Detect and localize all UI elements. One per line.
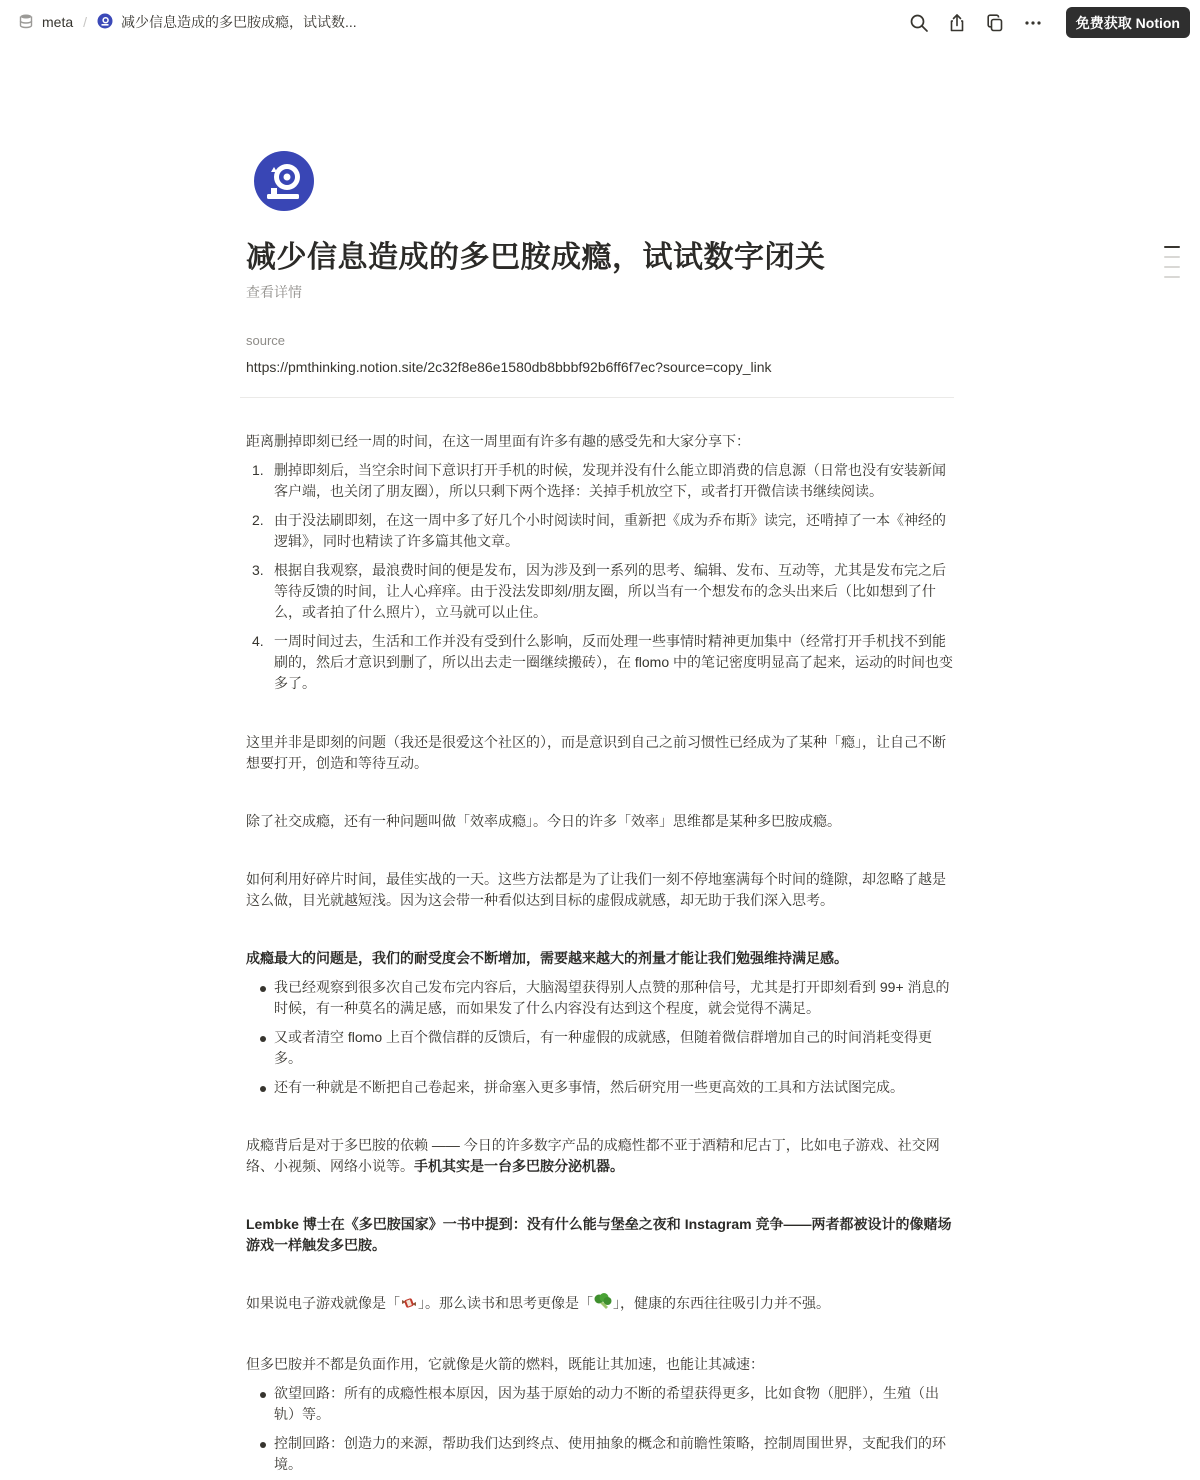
spacer	[246, 911, 956, 948]
more-icon[interactable]	[1022, 12, 1044, 34]
spacer	[246, 1317, 956, 1354]
outline-mark[interactable]	[1164, 276, 1180, 278]
bullet-dot	[246, 1027, 274, 1069]
page-icon[interactable]	[253, 150, 315, 212]
bullet-dot	[246, 1383, 274, 1425]
paragraph-text: 」，健康的东西往往吸引力并不强。	[613, 1295, 830, 1311]
bulleted-list-item	[246, 1027, 956, 1069]
numbered-list-item	[246, 631, 956, 694]
spacer	[246, 774, 956, 811]
get-notion-button[interactable]: 免费获取 Notion	[1066, 7, 1190, 38]
toolbar	[908, 7, 1190, 38]
bullet-dot	[246, 977, 274, 1019]
list-item-text: 控制回路：创造力的来源，帮助我们达到终点、使用抽象的概念和前瞻性策略，控制周围世界，支配我们的环境。	[274, 1435, 946, 1472]
duplicate-icon[interactable]	[984, 12, 1006, 34]
page-title: 减少信息造成的多巴胺成瘾，试试数字闭关	[246, 241, 826, 274]
numbered-list	[246, 460, 956, 694]
paragraph: 如何利用好碎片时间，最佳实战的一天。这些方法都是为了让我们一刻不停地塞满每个时间的缝隙，却忽略了越是这么做，目光就越短浅。因为这会带一种看似达到目标的虚假成就感，却无助于我们深入思考。	[246, 871, 946, 908]
bulleted-list-item	[246, 1383, 956, 1425]
bulleted-list-item	[246, 1077, 956, 1098]
bulleted-list	[246, 977, 956, 1098]
list-number: 2.	[252, 512, 264, 528]
property-label-source: source	[246, 333, 286, 348]
numbered-list-item	[246, 460, 956, 502]
breadcrumb	[18, 12, 357, 32]
page-body	[246, 431, 956, 1480]
bold-paragraph: 成瘾最大的问题是，我们的耐受度会不断增加，需要越来越大的剂量才能让我们勉强维持满足感。	[246, 950, 848, 966]
list-number: 1.	[252, 462, 264, 478]
list-item-text: 一周时间过去，生活和工作并没有受到什么影响，反而处理一些事情时精神更加集中（经常打开手机找不到能刷的，然后才意识到删了，所以出去走一圈继续搬砖），在 flomo 中的笔记密度明显高了起来，运动的时间也变多了。	[274, 633, 954, 691]
breadcrumb-workspace[interactable]	[18, 13, 73, 32]
candy-icon	[400, 1295, 418, 1317]
divider	[240, 397, 954, 398]
page-emoji-icon	[97, 13, 113, 32]
outline-mark[interactable]	[1164, 266, 1180, 268]
list-item-text: 我已经观察到很多次自己发布完内容后，大脑渴望获得别人点赞的那种信号，尤其是打开即刻看到 99+ 消息的时候，有一种莫名的满足感，而如果发了什么内容没有达到这个程度，就会觉得不满足。	[274, 979, 950, 1016]
list-item-text: 还有一种就是不断把自己卷起来，拼命塞入更多事情，然后研究用一些更高效的工具和方法试图完成。	[274, 1079, 904, 1095]
breadcrumb-page[interactable]	[97, 12, 357, 32]
paragraph-text: 」。那么读书和思考更像是「	[418, 1295, 593, 1311]
paragraph	[246, 1293, 956, 1317]
broccoli-icon	[593, 1293, 613, 1317]
spacer	[246, 1177, 956, 1214]
intro-paragraph: 距离删掉即刻已经一周的时间，在这一周里面有许多有趣的感受先和大家分享下：	[246, 433, 750, 449]
list-item-text: 欲望回路：所有的成瘾性根本原因，因为基于原始的动力不断的希望获得更多，比如食物（肥胖），生殖（出轨）等。	[274, 1385, 939, 1422]
list-item-text: 又或者清空 flomo 上百个微信群的反馈后，有一种虚假的成就感，但随着微信群增加自己的时间消耗变得更多。	[274, 1029, 933, 1066]
list-number: 3.	[252, 562, 264, 578]
paragraph-text: 如果说电子游戏就像是「	[246, 1295, 400, 1311]
spacer	[246, 1256, 956, 1293]
list-item-text: 由于没法刷即刻，在这一周中多了好几个小时阅读时间，重新把《成为乔布斯》读完，还啃掉了一本《神经的逻辑》，同时也精读了许多篇其他文章。	[274, 512, 946, 549]
search-icon[interactable]	[908, 12, 930, 34]
property-value-source-url[interactable]: https://pmthinking.notion.site/2c32f8e86e1580db8bbbf92b6ff6f7ec?source=copy_link	[246, 359, 772, 375]
paragraph	[246, 1135, 956, 1177]
view-details-link[interactable]: 查看详情	[246, 284, 302, 300]
top-bar	[0, 0, 1200, 44]
list-item-text: 删掉即刻后，当空余时间下意识打开手机的时候，发现并没有什么能立即消费的信息源（日常也没有安装新闻客户端，也关闭了朋友圈），所以只剩下两个选择：关掉手机放空下，或者打开微信读书继续阅读。	[274, 462, 946, 499]
bullet-dot	[246, 1077, 274, 1098]
paragraph: 这里并非是即刻的问题（我还是很爱这个社区的），而是意识到自己之前习惯性已经成为了某种「瘾」，让自己不断想要打开，创造和等待互动。	[246, 734, 946, 771]
list-item-text: 根据自我观察，最浪费时间的便是发布，因为涉及到一系列的思考、编辑、发布、互动等，尤其是发布完之后等待反馈的时间，让人心痒痒。由于没法发即刻/朋友圈，所以当有一个想发布的念头出来后（比如想到了什么，或者拍了什么照片），立马就可以止住。	[274, 562, 946, 620]
bulleted-list-item	[246, 977, 956, 1019]
paragraph: 除了社交成瘾，还有一种问题叫做「效率成瘾」。今日的许多「效率」思维都是某种多巴胺成瘾。	[246, 813, 841, 829]
bold-paragraph: Lembke 博士在《多巴胺国家》一书中提到：没有什么能与堡垒之夜和 Instagram 竞争——两者都被设计的像赌场游戏一样触发多巴胺。	[246, 1216, 952, 1253]
bulleted-list-item	[246, 1433, 956, 1475]
numbered-list-item	[246, 560, 956, 623]
table-of-contents-outline[interactable]	[1164, 246, 1180, 286]
database-icon	[18, 13, 34, 32]
share-icon[interactable]	[946, 12, 968, 34]
breadcrumb-separator: /	[83, 14, 88, 30]
spacer	[246, 702, 956, 732]
outline-mark[interactable]	[1164, 246, 1180, 248]
bold-text: 手机其实是一台多巴胺分泌机器。	[414, 1158, 624, 1174]
paragraph: 但多巴胺并不都是负面作用，它就像是火箭的燃料，既能让其加速，也能让其减速：	[246, 1356, 764, 1372]
numbered-list-item	[246, 510, 956, 552]
bullet-dot	[246, 1433, 274, 1475]
breadcrumb-page-label: 减少信息造成的多巴胺成瘾，试试数...	[121, 14, 357, 30]
bulleted-list	[246, 1383, 956, 1475]
list-number: 4.	[252, 633, 264, 649]
spacer	[246, 1106, 956, 1135]
outline-mark[interactable]	[1164, 256, 1180, 258]
spacer	[246, 832, 956, 869]
paragraph-text: 成瘾背后是对于多巴胺的依赖 —— 今日的许多数字产品的成瘾性都不亚于酒精和尼古丁，比如电子游戏、社交网络、小视频、网络小说等。	[246, 1137, 940, 1174]
breadcrumb-workspace-label: meta	[42, 14, 74, 30]
